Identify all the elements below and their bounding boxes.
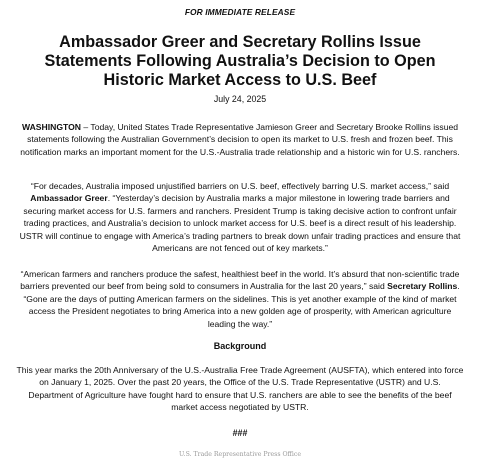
greer-speaker: Ambassador Greer	[30, 193, 108, 204]
background-paragraph: This year marks the 20th Anniversary of the U.S.-Australia Free Trade Agreement (AUSFTA), which entered into force on January 1, 2025. Over the past 20 years, the Office of the U.S. Trade Representative (USTR) and U.S. Department of Agriculture have fought hard to ensure that U.S. ranchers are able to see the benefits of the beef market access negotiated by USTR.	[16, 365, 464, 413]
greer-quote-paragraph	[16, 180, 464, 254]
footer-watermark: U.S. Trade Representative Press Office	[178, 451, 302, 458]
headline: Ambassador Greer and Secretary Rollins Issue Statements Following Australia’s Decision to Open Historic Market Access to U.S. Beef	[44, 33, 436, 89]
rollins-speaker: Secretary Rollins	[387, 281, 458, 292]
greer-quote-after: . “Yesterday’s decision by Australia marks a major milestone in lowering trade barriers and securing market access for U.S. farmers and ranchers. President Trump is taking decisive action to confront unfair trading practices, and Australia’s decision to unlock market access for U.S. beef is a direct result of his leadership. USTR will continue to engage with America’s trading partners to break down unfair trading practices and ensure that Americans are not fenced out of key markets.”	[19, 193, 461, 254]
rollins-quote-paragraph	[16, 268, 464, 330]
release-date: July 24, 2025	[213, 94, 267, 104]
greer-quote-before: “For decades, Australia imposed unjustified barriers on U.S. beef, effectively barring U.S. market access,” said	[30, 181, 450, 191]
intro-paragraph	[16, 121, 464, 158]
intro-text: – Today, United States Trade Representative Jamieson Greer and Secretary Brooke Rollins issued statements following the Australian Government’s decision to open its market to U.S. fresh and frozen beef. This notification marks an important moment for the U.S.-Australia trade relationship and a historic win for U.S. ranchers.	[20, 122, 460, 157]
end-mark: ###	[232, 428, 248, 438]
release-label: FOR IMMEDIATE RELEASE	[184, 7, 296, 17]
rollins-quote-before: “American farmers and ranchers produce the safest, healthiest beef in the world. It’s absurd that non-scientific trade barriers prevented our beef from being sold to consumers in Australia for the last 20 years,” said	[20, 269, 460, 292]
dateline: WASHINGTON	[21, 122, 81, 132]
background-heading: Background	[213, 341, 267, 351]
rollins-quote-after: . “Gone are the days of putting American farmers on the sidelines. This is yet another example of the kind of market access the President negotiates to bring America into a new golden age of prosperity, with American agriculture leading the way.”	[23, 281, 460, 329]
